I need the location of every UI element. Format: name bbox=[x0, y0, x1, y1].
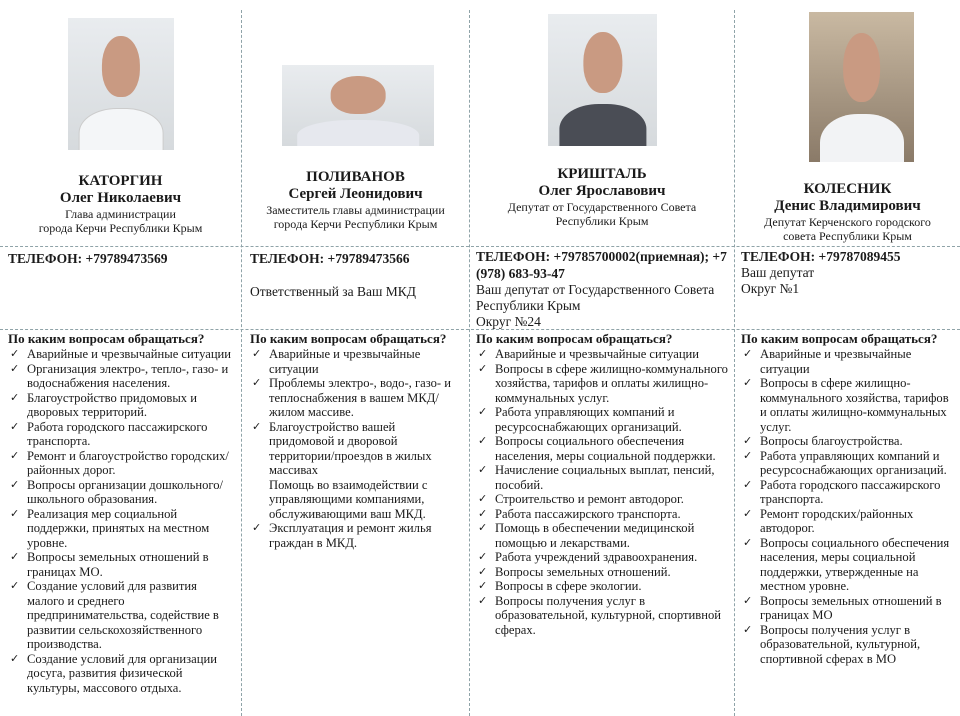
topics-section bbox=[8, 331, 235, 695]
checkmark-icon: ✓ bbox=[10, 449, 20, 462]
checkmark-icon: ✓ bbox=[743, 435, 753, 447]
topic-text: Вопросы организации дошкольного/школьного образования. bbox=[27, 477, 224, 506]
topic-text: Вопросы в сфере экологии. bbox=[495, 579, 642, 593]
checkmark-icon: ✓ bbox=[743, 478, 753, 491]
phone: ТЕЛЕФОН: +79789473566 bbox=[250, 251, 410, 266]
topic-text: Вопросы социального обеспечения населения, меры социальной поддержки, утвержденные на местном уровне. bbox=[760, 535, 950, 593]
topic-text: Вопросы социального обеспечения населения, меры социальной поддержки. bbox=[495, 434, 716, 463]
topic-text: Ремонт и благоустройство городских/районных дорог. bbox=[27, 448, 229, 477]
topic-text: Ремонт городских/районных автодорог. bbox=[760, 506, 914, 535]
portrait-photo bbox=[548, 14, 657, 146]
contact-card-kolesnik bbox=[735, 0, 960, 716]
checkmark-icon: ✓ bbox=[743, 377, 753, 389]
topic-item bbox=[250, 478, 463, 522]
checkmark-icon: ✓ bbox=[743, 449, 753, 462]
topics-list bbox=[741, 347, 954, 666]
topic-item bbox=[8, 652, 235, 696]
topic-item bbox=[250, 376, 463, 420]
checkmark-icon: ✓ bbox=[10, 507, 20, 520]
checkmark-icon: ✓ bbox=[10, 580, 20, 592]
topic-item bbox=[476, 550, 728, 565]
topic-item bbox=[476, 579, 728, 594]
topic-item bbox=[476, 405, 728, 434]
topics-heading: По каким вопросам обращаться? bbox=[250, 331, 447, 346]
topic-item bbox=[741, 623, 954, 667]
topic-text: Вопросы получения услуг в образовательной, культурной, спортивной сферах в МО bbox=[760, 622, 921, 666]
role: совета Республики Крым bbox=[783, 229, 912, 243]
surname: КОЛЕСНИК bbox=[803, 181, 892, 197]
checkmark-icon: ✓ bbox=[10, 420, 20, 433]
topic-item bbox=[476, 594, 728, 638]
topic-text: Благоустройство придомовых и дворовых территорий. bbox=[27, 390, 197, 419]
portrait-photo bbox=[282, 65, 434, 146]
portrait-photo bbox=[809, 12, 914, 162]
topics-section bbox=[476, 331, 728, 637]
topics-section bbox=[250, 331, 463, 550]
checkmark-icon: ✓ bbox=[10, 348, 20, 360]
topic-text: Работа учреждений здравоохранения. bbox=[495, 550, 698, 564]
checkmark-icon: ✓ bbox=[252, 377, 262, 389]
topic-item bbox=[741, 449, 954, 478]
topic-item bbox=[476, 492, 728, 507]
topics-heading: По каким вопросам обращаться? bbox=[8, 331, 205, 346]
checkmark-icon: ✓ bbox=[478, 594, 488, 607]
topic-text: Работа управляющих компаний и ресурсоснабжающих организаций. bbox=[495, 405, 682, 434]
contact-card-polivanov bbox=[242, 0, 469, 716]
topics-list bbox=[8, 347, 235, 695]
topic-item bbox=[476, 434, 728, 463]
topic-text: Работа управляющих компаний и ресурсоснабжающих организаций. bbox=[760, 448, 947, 477]
checkmark-icon: ✓ bbox=[743, 594, 753, 607]
topic-item bbox=[8, 347, 235, 362]
checkmark-icon: ✓ bbox=[743, 623, 753, 636]
checkmark-icon: ✓ bbox=[478, 348, 488, 360]
phone: ТЕЛЕФОН: +79787089455 bbox=[741, 249, 901, 264]
checkmark-icon: ✓ bbox=[478, 362, 488, 375]
checkmark-icon: ✓ bbox=[478, 565, 488, 578]
checkmark-icon: ✓ bbox=[478, 507, 488, 520]
topic-item bbox=[8, 449, 235, 478]
topic-item bbox=[476, 521, 728, 550]
checkmark-icon: ✓ bbox=[252, 522, 262, 534]
given-name: Олег Николаевич bbox=[59, 190, 182, 206]
topic-text: Создание условий для развития малого и среднего предпринимательства, содействие в развитии сельскохозяйственного производства. bbox=[27, 579, 219, 651]
topic-text: Помощь в обеспечении медицинской помощью и лекарствами. bbox=[495, 521, 695, 550]
topic-text: Аварийные и чрезвычайные ситуации bbox=[27, 347, 232, 361]
note: Ваш депутат bbox=[741, 265, 815, 280]
contact-card-krishtal bbox=[470, 0, 734, 716]
checkmark-icon: ✓ bbox=[743, 536, 753, 549]
checkmark-icon: ✓ bbox=[478, 406, 488, 418]
topic-item bbox=[476, 347, 728, 362]
topic-text: Начисление социальных выплат, пенсий, пособий. bbox=[495, 463, 715, 492]
topics-heading: По каким вопросам обращаться? bbox=[741, 331, 938, 346]
checkmark-icon: ✓ bbox=[478, 464, 488, 476]
topic-text: Строительство и ремонт автодорог. bbox=[495, 492, 684, 506]
checkmark-icon: ✓ bbox=[252, 348, 262, 360]
topic-text: Организация электро-, тепло-, газо- и водоснабжения населения. bbox=[27, 361, 229, 390]
topic-text: Работа городского пассажирского транспорта. bbox=[760, 477, 941, 506]
topic-item bbox=[8, 579, 235, 652]
topic-text: Создание условий для организации досуга, развития физической культуры, массового отдыха. bbox=[27, 651, 217, 695]
checkmark-icon: ✓ bbox=[10, 551, 20, 563]
phone: ТЕЛЕФОН: +79785700002(приемная); +7 (978) 683-93-47 bbox=[476, 249, 727, 281]
topic-item bbox=[8, 362, 235, 391]
topic-text: Аварийные и чрезвычайные ситуации bbox=[760, 347, 912, 376]
contact-card-katorgin bbox=[0, 0, 241, 716]
topic-item bbox=[741, 434, 954, 449]
checkmark-icon: ✓ bbox=[478, 580, 488, 592]
role: Республики Крым bbox=[555, 214, 649, 228]
topic-text: Работа городского пассажирского транспорта. bbox=[27, 419, 208, 448]
role: Депутат Керченского городского bbox=[764, 215, 931, 229]
checkmark-icon: ✓ bbox=[10, 362, 20, 375]
checkmark-icon: ✓ bbox=[743, 507, 753, 520]
topic-item bbox=[250, 521, 463, 550]
checkmark-icon: ✓ bbox=[478, 435, 488, 447]
topic-item bbox=[250, 347, 463, 376]
topic-item bbox=[8, 507, 235, 551]
topic-item bbox=[8, 478, 235, 507]
topic-item bbox=[741, 536, 954, 594]
topic-item bbox=[250, 420, 463, 478]
given-name: Сергей Леонидович bbox=[288, 186, 423, 202]
note: Округ №24 bbox=[476, 314, 541, 329]
checkmark-icon: ✓ bbox=[478, 522, 488, 534]
topic-text: Работа пассажирского транспорта. bbox=[495, 506, 681, 521]
topic-item bbox=[8, 420, 235, 449]
topics-section bbox=[741, 331, 954, 666]
topic-text: Проблемы электро-, водо-, газо- и теплоснабжения в вашем МКД/жилом массиве. bbox=[269, 376, 452, 419]
topic-text: Вопросы в сфере жилищно-коммунального хозяйства, тарифов и оплаты жилищно-коммунальных услуг. bbox=[760, 376, 949, 434]
topic-item bbox=[476, 565, 728, 580]
role: города Керчи Республики Крым bbox=[273, 217, 438, 231]
topic-text: Вопросы земельных отношений в границах МО. bbox=[27, 550, 209, 579]
checkmark-icon: ✓ bbox=[10, 652, 20, 665]
topic-text: Помощь во взаимодействии с управляющими компаниями, обслуживающими ваш МКД. bbox=[269, 477, 428, 521]
topic-item bbox=[476, 507, 728, 522]
surname: ПОЛИВАНОВ bbox=[306, 169, 405, 185]
topics-list bbox=[250, 347, 463, 550]
topic-text: Вопросы благоустройства. bbox=[760, 434, 903, 448]
checkmark-icon: ✓ bbox=[252, 420, 262, 433]
surname: КАТОРГИН bbox=[78, 173, 163, 189]
topics-list bbox=[476, 347, 728, 637]
role: Депутат от Государственного Совета bbox=[507, 200, 697, 214]
topic-text: Вопросы земельных отношений в границах МО bbox=[760, 593, 942, 622]
surname: КРИШТАЛЬ bbox=[557, 166, 647, 182]
given-name: Олег Ярославович bbox=[538, 183, 666, 199]
topic-item bbox=[741, 594, 954, 623]
topic-text: Аварийные и чрезвычайные ситуации bbox=[495, 347, 700, 361]
topic-item bbox=[741, 478, 954, 507]
topic-text: Вопросы в сфере жилищно-коммунального хозяйства, тарифов и оплаты жилищно-коммунальных услуг. bbox=[495, 361, 728, 405]
checkmark-icon: ✓ bbox=[10, 478, 20, 491]
note: Ответственный за Ваш МКД bbox=[250, 284, 416, 299]
topic-item bbox=[741, 347, 954, 376]
given-name: Денис Владимирович bbox=[774, 198, 921, 214]
note: Ваш депутат от Государственного Совета Республики Крым bbox=[476, 282, 715, 313]
topic-item bbox=[8, 391, 235, 420]
topic-text: Вопросы получения услуг в образовательной, культурной, спортивной сферах. bbox=[495, 593, 721, 637]
role: Заместитель главы администрации bbox=[266, 203, 445, 217]
topics-heading: По каким вопросам обращаться? bbox=[476, 331, 673, 346]
topic-item bbox=[741, 507, 954, 536]
checkmark-icon: ✓ bbox=[478, 551, 488, 563]
topic-text: Благоустройство вашей придомовой и дворовой территории/проездов в жилых массивах bbox=[269, 419, 432, 477]
role: Глава администрации bbox=[65, 207, 176, 221]
topic-item bbox=[476, 463, 728, 492]
phone: ТЕЛЕФОН: +79789473569 bbox=[8, 251, 168, 266]
topic-text: Эксплуатация и ремонт жилья граждан в МКД. bbox=[269, 521, 432, 550]
topic-text: Вопросы земельных отношений. bbox=[495, 564, 671, 579]
topic-text: Реализация мер социальной поддержки, принятых на местном уровне. bbox=[27, 506, 210, 550]
topic-text: Аварийные и чрезвычайные ситуации bbox=[269, 347, 421, 376]
role: города Керчи Республики Крым bbox=[38, 221, 203, 235]
topic-item bbox=[8, 550, 235, 579]
checkmark-icon: ✓ bbox=[478, 493, 488, 505]
checkmark-icon: ✓ bbox=[10, 391, 20, 404]
topic-item bbox=[741, 376, 954, 434]
topic-item bbox=[476, 362, 728, 406]
portrait-photo bbox=[68, 18, 174, 150]
checkmark-icon: ✓ bbox=[743, 348, 753, 360]
note: Округ №1 bbox=[741, 281, 800, 296]
